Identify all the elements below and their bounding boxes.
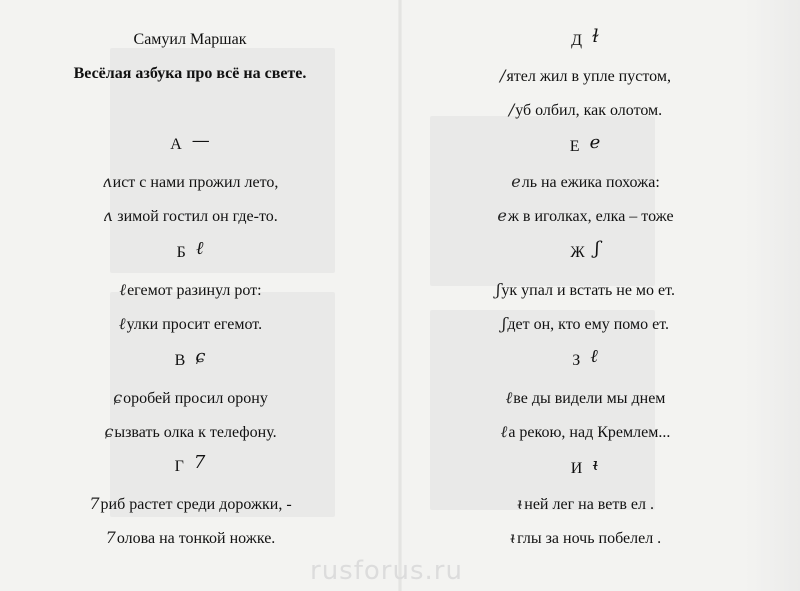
verse-text: ль на ежика похожа: bbox=[521, 174, 660, 191]
handwritten-glyph: 7 bbox=[105, 528, 116, 547]
verse-line bbox=[10, 388, 370, 409]
handwritten-glyph: ʌ bbox=[102, 172, 112, 191]
handwritten-glyph: e bbox=[497, 206, 507, 225]
verse-line bbox=[405, 280, 765, 301]
handwritten-mark: ɕ bbox=[195, 346, 206, 367]
page-title: Весёлая азбука про всё на свете. bbox=[73, 65, 307, 82]
verse-text: ызвать олка к телефону. bbox=[114, 424, 277, 441]
handwritten-mark: ℓ bbox=[590, 346, 598, 367]
verse-text: оробей просил орону bbox=[123, 390, 268, 407]
verse-line bbox=[10, 206, 370, 227]
letter-d: Д bbox=[571, 32, 583, 49]
handwritten-glyph: / bbox=[500, 66, 506, 85]
verse-line bbox=[10, 528, 370, 549]
verse-text: уб олбил, как олотом. bbox=[515, 102, 663, 119]
letter-b: Б bbox=[176, 244, 186, 261]
letter-heading-z bbox=[405, 346, 765, 371]
letter-heading-v bbox=[10, 346, 370, 371]
page-fold bbox=[398, 0, 402, 591]
verse-text: ве ды видели мы днем bbox=[513, 390, 666, 407]
verse-text: ятел жил в упле пустом, bbox=[506, 68, 671, 85]
verse-text: риб растет среди дорожки, - bbox=[100, 496, 292, 513]
verse-line bbox=[405, 528, 765, 549]
handwritten-glyph: ℓ bbox=[119, 280, 127, 299]
verse-text: а рекою, над Кремлем... bbox=[508, 424, 671, 441]
verse-text: ней лег на ветв ел . bbox=[524, 496, 654, 513]
handwritten-glyph: ᵼ bbox=[516, 494, 524, 513]
handwritten-glyph: ℓ bbox=[118, 314, 126, 333]
handwritten-glyph: ʃ bbox=[496, 280, 501, 299]
verse-text: ук упал и встать не мо ет. bbox=[501, 282, 675, 299]
verse-line bbox=[405, 206, 765, 227]
verse-line bbox=[10, 172, 370, 193]
verse-line bbox=[10, 280, 370, 301]
letter-heading-zh bbox=[405, 238, 765, 263]
letter-heading-g bbox=[10, 452, 370, 477]
verse-line bbox=[405, 66, 765, 87]
handwritten-glyph: ʃ bbox=[502, 314, 507, 333]
verse-text: ж в иголках, елка – тоже bbox=[507, 208, 674, 225]
verse-line bbox=[10, 314, 370, 335]
verse-line bbox=[10, 422, 370, 443]
handwritten-glyph: ℓ bbox=[500, 422, 508, 441]
handwritten-mark: ℓ bbox=[195, 238, 204, 259]
handwritten-mark: — bbox=[191, 130, 210, 151]
letter-heading-d bbox=[405, 26, 765, 51]
verse-line bbox=[405, 100, 765, 121]
author-name: Самуил Маршак bbox=[133, 31, 247, 48]
handwritten-mark: ᵼ bbox=[592, 454, 600, 475]
letter-heading-b bbox=[10, 238, 370, 263]
handwritten-mark: e bbox=[589, 132, 601, 153]
letter-zh: Ж bbox=[570, 244, 585, 261]
verse-line bbox=[405, 172, 765, 193]
verse-line bbox=[405, 494, 765, 515]
handwritten-mark: ɫ bbox=[592, 26, 599, 47]
letter-heading-a bbox=[10, 130, 370, 155]
verse-line bbox=[405, 388, 765, 409]
verse-text: олова на тонкой ножке. bbox=[116, 530, 276, 547]
verse-text: егемот разинул рот: bbox=[127, 282, 262, 299]
verse-text: улки просит егемот. bbox=[126, 316, 263, 333]
handwritten-mark: 7 bbox=[193, 452, 206, 473]
verse-line bbox=[405, 314, 765, 335]
letter-g: Г bbox=[174, 458, 184, 475]
handwritten-glyph: / bbox=[508, 100, 515, 119]
letter-heading-i bbox=[405, 454, 765, 479]
verse-text: дет он, кто ему помо ет. bbox=[507, 316, 669, 333]
handwritten-glyph: ᵼ bbox=[509, 528, 517, 547]
verse-line bbox=[405, 422, 765, 443]
handwritten-glyph: 7 bbox=[89, 494, 100, 513]
handwritten-glyph: ℓ bbox=[505, 388, 513, 407]
handwritten-glyph: ʌ bbox=[103, 206, 113, 225]
verse-line bbox=[10, 494, 370, 515]
handwritten-mark: ʃ bbox=[594, 238, 600, 259]
handwritten-glyph: ɕ bbox=[104, 422, 114, 441]
letter-v: В bbox=[174, 352, 186, 369]
verse-text: ист с нами прожил лето, bbox=[112, 174, 279, 191]
background-block bbox=[430, 310, 655, 510]
verse-text: зимой гостил он где-то. bbox=[117, 208, 278, 225]
letter-i: И bbox=[570, 460, 583, 477]
letter-a: А bbox=[170, 136, 182, 153]
handwritten-glyph: ɕ bbox=[113, 388, 123, 407]
letter-e: Е bbox=[569, 138, 580, 155]
verse-text: глы за ночь побелел . bbox=[517, 530, 662, 547]
handwritten-glyph: e bbox=[511, 172, 521, 191]
letter-heading-e bbox=[405, 132, 765, 157]
letter-z: З bbox=[572, 352, 581, 369]
watermark: rusforus.ru bbox=[310, 556, 463, 586]
